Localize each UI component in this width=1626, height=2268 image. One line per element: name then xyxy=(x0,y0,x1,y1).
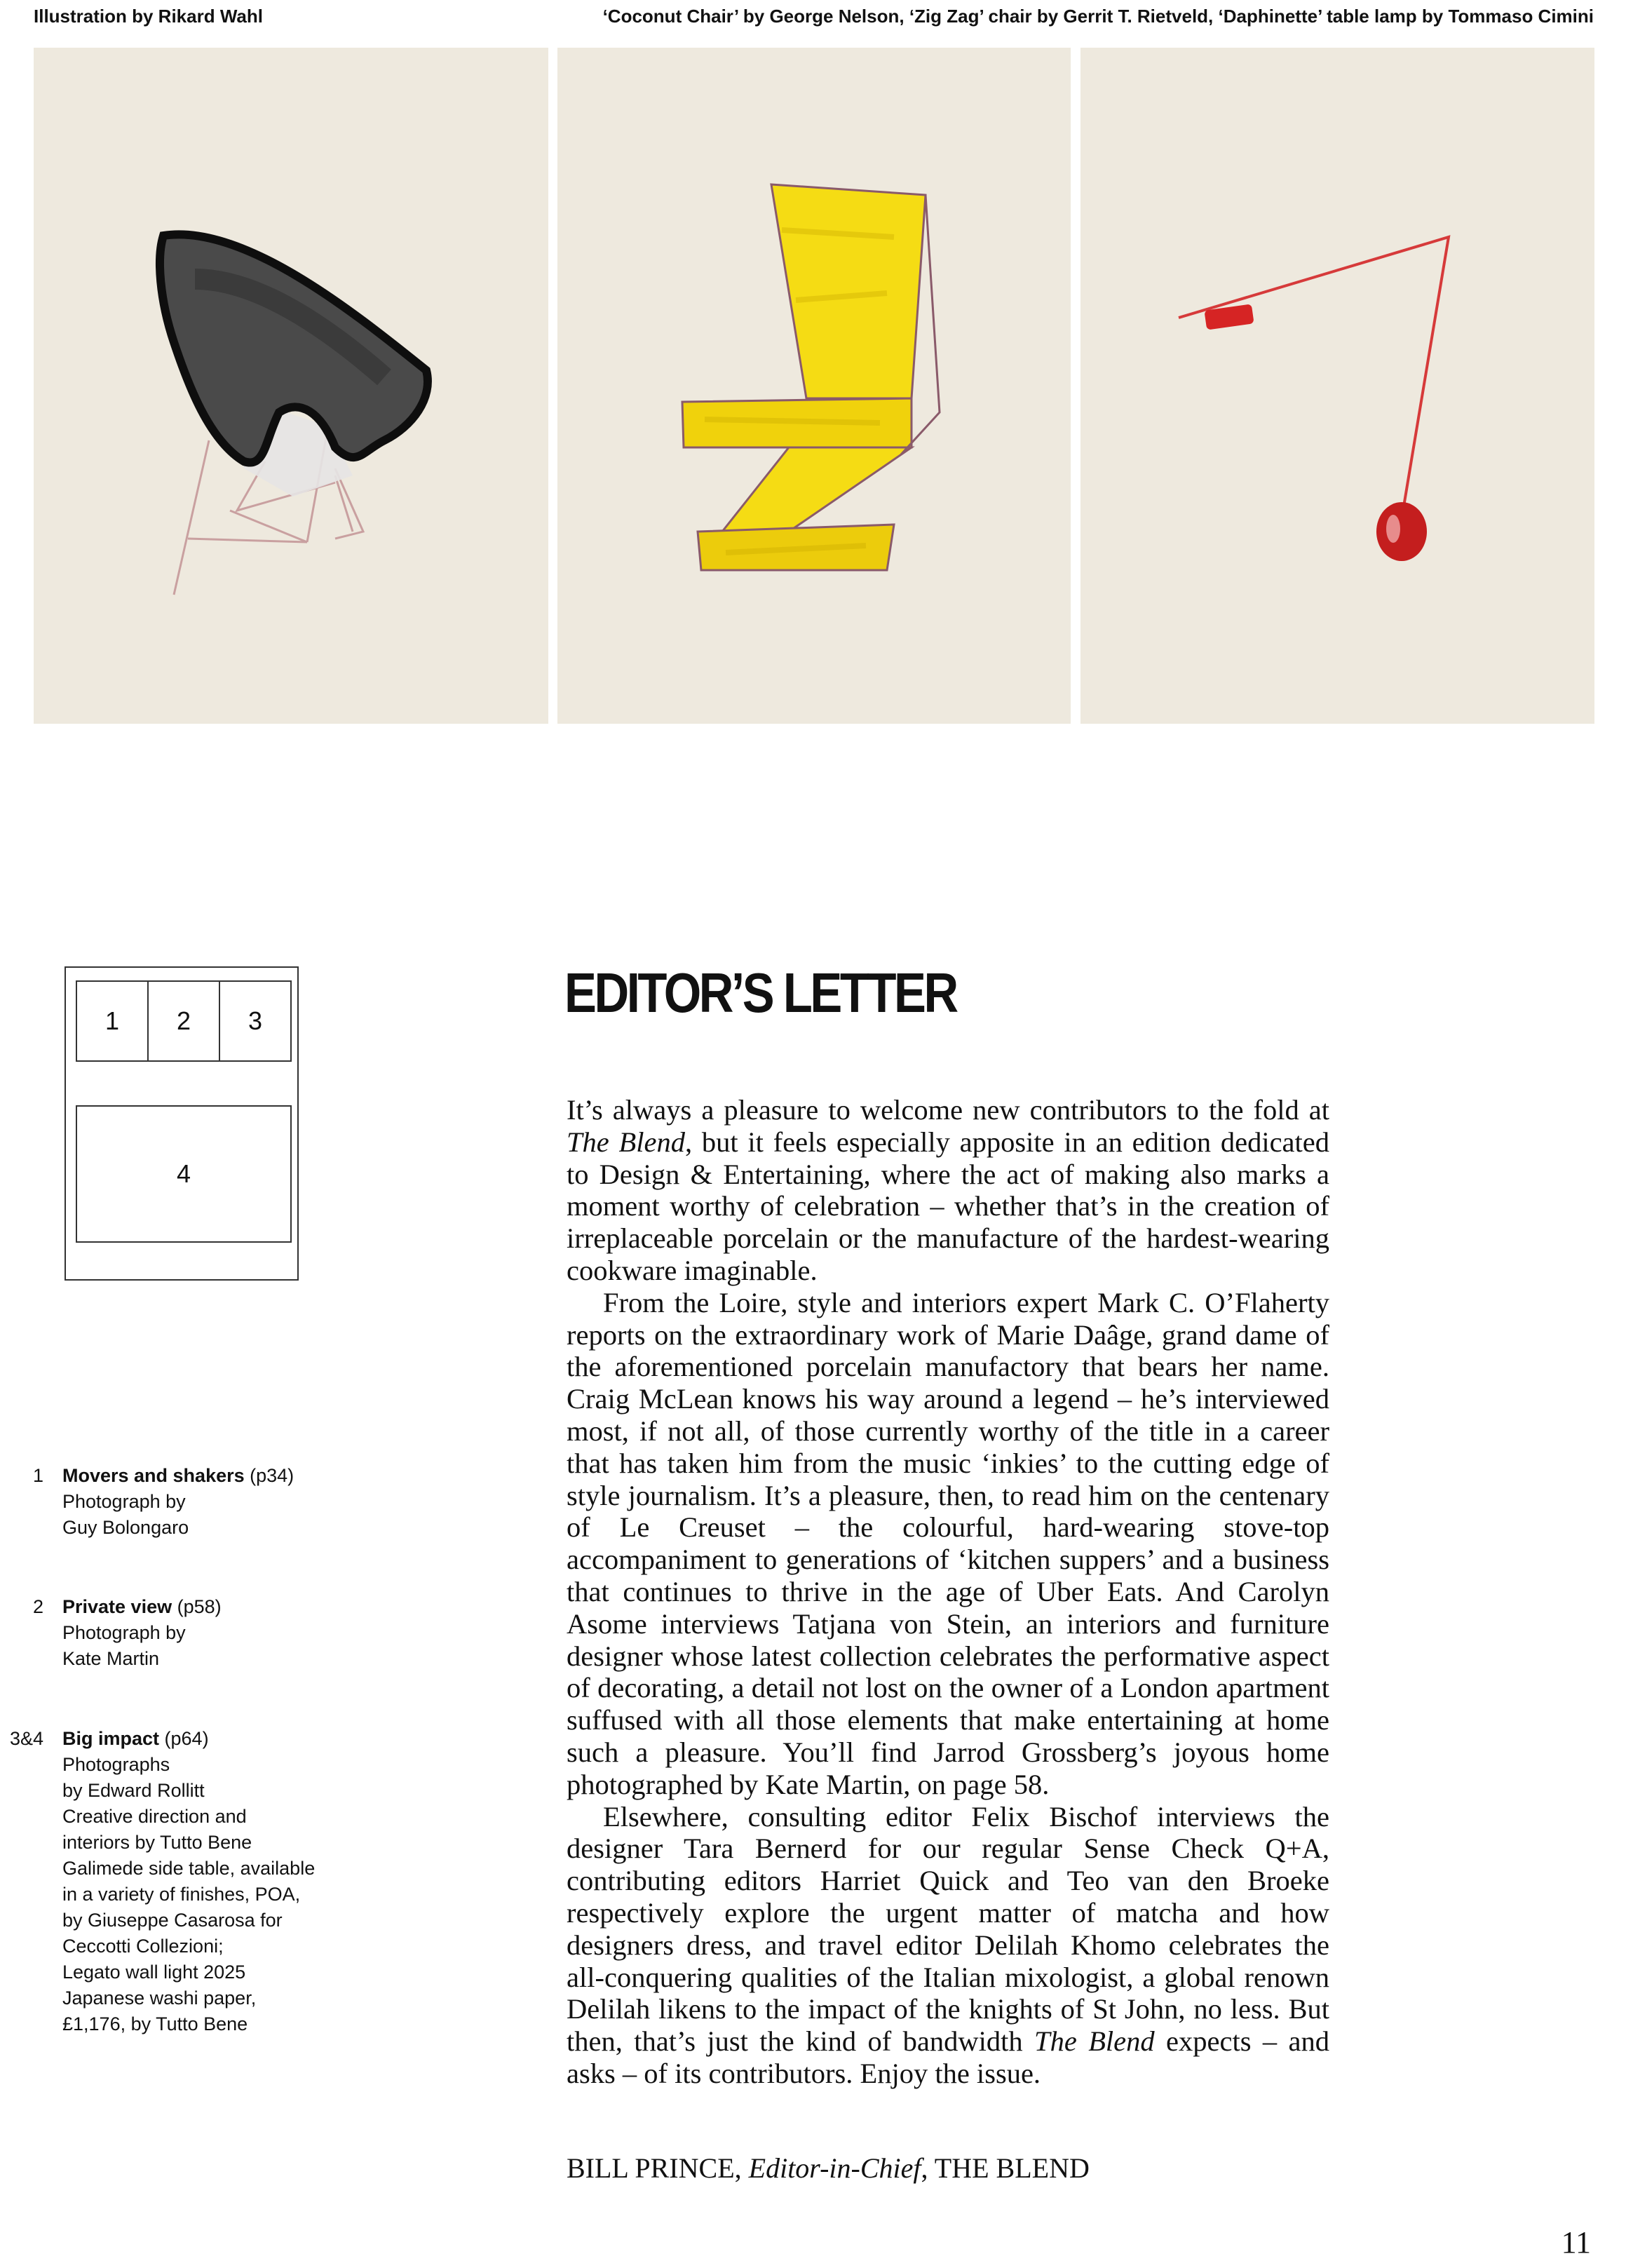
caption-line: Guy Bolongaro xyxy=(62,1517,189,1538)
caption-line: by Edward Rollitt xyxy=(62,1780,205,1801)
key-cell-4: 4 xyxy=(76,1105,292,1243)
paragraph-1 xyxy=(567,1094,1329,1287)
caption-line: £1,176, by Tutto Bene xyxy=(62,2013,248,2034)
caption-number: 2 xyxy=(32,1596,43,1617)
illustration-zig-zag-chair xyxy=(557,48,1071,724)
editor-name: BILL PRINCE, xyxy=(567,2152,749,2184)
paragraph-2: From the Loire, style and interiors expert Mark C. O’Flaherty reports on the extraordinary work of Marie Daâge, grand dame of the aforementioned porcelain manufactory that bears her name. Craig McLean knows his way around a legend – he’s interviewed most, if not all, of those currently worthy of the title in a career that has taken him from the music ‘inkies’ to the cutting edge of style journalism. It’s a pleasure, then, to read him on the centenary of Le Creuset – the colourful, hard-wearing stove-top accompaniment to generations of ‘kitchen suppers’ and a business that continues to thrive in the age of Uber Eats. And Carolyn Asome interviews Tatjana von Stein, an interiors and furniture designer whose latest collection celebrates the performative aspect of decorating, a detail not lost on the owner of a London apartment suffused with all those elements that make entertaining at home such a pleasure. You’ll find Jarrod Grossberg’s joyous home photographed by Kate Martin, on page 58. xyxy=(567,1286,1329,1800)
caption-page: (p58) xyxy=(172,1596,222,1617)
caption-line: in a variety of finishes, POA, xyxy=(62,1884,301,1905)
editor-signature xyxy=(567,2152,1090,2185)
caption-title: Movers and shakers xyxy=(62,1465,245,1486)
caption-page: (p34) xyxy=(244,1465,294,1486)
layout-key-diagram xyxy=(65,966,299,1281)
key-cell-1: 1 xyxy=(76,980,149,1062)
caption-title: Private view xyxy=(62,1596,172,1617)
text-run: expects – and asks – of its contributors. Enjoy the issue. xyxy=(567,2025,1329,2089)
illustration-coconut-chair xyxy=(34,48,548,724)
caption-line: Ceccotti Collezioni; xyxy=(62,1936,224,1957)
caption-line: by Giuseppe Casarosa for xyxy=(62,1910,283,1931)
zig-zag-chair-drawing xyxy=(557,48,1071,724)
furniture-credit: ‘Coconut Chair’ by George Nelson, ‘Zig Zag’ chair by Gerrit T. Rietveld, ‘Daphinette’ table lamp by Tommaso Cimini xyxy=(602,6,1594,27)
caption-line: Legato wall light 2025 xyxy=(62,1962,246,1983)
publication-name: The Blend xyxy=(567,1126,685,1158)
caption-line: Japanese washi paper, xyxy=(62,1987,257,2009)
key-cell-3: 3 xyxy=(219,980,292,1062)
publication-name: The Blend xyxy=(1034,2025,1155,2058)
illustration-table-lamp xyxy=(1080,48,1594,724)
caption-page: (p64) xyxy=(159,1728,209,1749)
caption-line: Photograph by xyxy=(62,1622,186,1643)
caption-line: Creative direction and xyxy=(62,1806,247,1827)
caption-line: Photographs xyxy=(62,1754,170,1775)
caption-number: 1 xyxy=(32,1465,43,1486)
text-run: It’s always a pleasure to welcome new contributors to the fold at xyxy=(567,1094,1329,1126)
caption-line: Galimede side table, available xyxy=(62,1858,316,1879)
key-cell-2: 2 xyxy=(147,980,220,1062)
article-heading: EDITOR’S LETTER xyxy=(564,961,956,1024)
page-number: 11 xyxy=(1561,2225,1591,2260)
caption-title: Big impact xyxy=(62,1728,160,1749)
coconut-chair-drawing xyxy=(34,48,548,724)
paragraph-3 xyxy=(567,1801,1329,2090)
illustration-credit: Illustration by Rikard Wahl xyxy=(34,6,263,27)
text-run: , but it feels especially apposite in an edition dedicated to Design & Entertaining, where the act of making also marks a moment worthy of celebration – whether that’s in the creation of irreplaceable porcelain or the manufacture of the hardest-wearing cookware imaginable. xyxy=(567,1126,1330,1286)
caption-number: 3&4 xyxy=(9,1728,43,1749)
caption-line: Kate Martin xyxy=(62,1648,160,1669)
publication-title: , THE BLEND xyxy=(921,2152,1090,2184)
text-run: Elsewhere, consulting editor Felix Bischof interviews the designer Tara Bernerd for our regular Sense Check Q+A, contributing editors Harriet Quick and Teo van den Broeke respectively explore the urgent matter of matcha and how designers dress, and travel editor Delilah Khomo celebrates the all-conquering qualities of the Italian mixologist, a global renown Delilah likens to the impact of the knights of St John, no less. But then, that’s just the kind of bandwidth xyxy=(567,1800,1329,2058)
editor-role: Editor-in-Chief xyxy=(748,2152,921,2184)
caption-line: interiors by Tutto Bene xyxy=(62,1832,252,1853)
table-lamp-drawing xyxy=(1080,48,1594,724)
caption-line: Photograph by xyxy=(62,1491,186,1512)
article-body xyxy=(567,1094,1329,2090)
